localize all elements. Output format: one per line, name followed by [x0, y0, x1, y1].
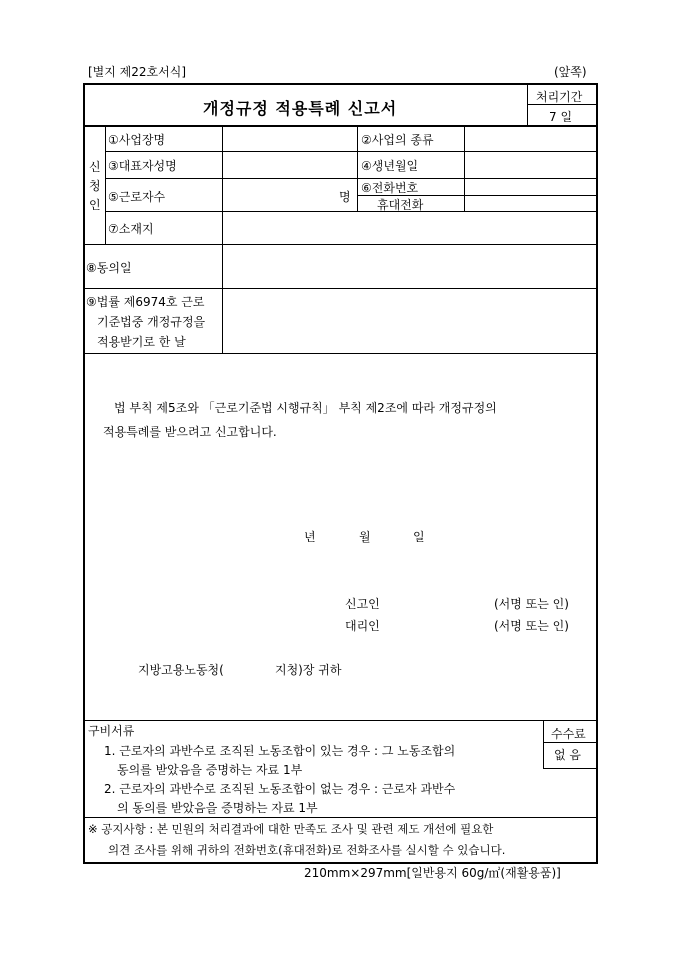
business-name-field[interactable] — [223, 127, 356, 150]
statement-line1: 법 부칙 제5조와 「근로기준법 시행규칙」 부칙 제2조에 따라 개정규정의 — [114, 401, 497, 415]
address-field[interactable] — [223, 212, 596, 243]
notice-line1: ※ 공지사항 : 본 민원의 처리결과에 대한 만족도 조사 및 관련 제도 개선에 필요한 — [88, 822, 494, 836]
date-day: 일 — [413, 530, 425, 544]
birth-date-label: ④생년월일 — [361, 159, 419, 173]
apply-date-label-line3: 적용받기로 한 날 — [97, 335, 186, 349]
workers-unit: 명 — [339, 190, 351, 204]
document-item2-line2: 의 동의를 받았음을 증명하는 자료 1부 — [117, 801, 318, 815]
date-year: 년 — [304, 530, 316, 544]
documents-label: 구비서류 — [88, 724, 135, 738]
applicant-label-3: 인 — [89, 198, 101, 212]
consent-date-field[interactable] — [223, 245, 596, 287]
reporter-signature[interactable]: (서명 또는 인) — [494, 597, 569, 611]
workers-field[interactable] — [223, 179, 333, 210]
address-label: ⑦소재지 — [108, 222, 154, 236]
notice-line2: 의견 조사를 위해 귀하의 전화번호(휴대전화)로 전화조사를 실시할 수 있습니다. — [108, 843, 506, 857]
document-item1-line2: 동의를 받았음을 증명하는 자료 1부 — [117, 763, 303, 777]
reporter-label: 신고인 — [345, 597, 380, 611]
agent-label: 대리인 — [345, 619, 380, 633]
workers-label: ⑤근로자수 — [108, 190, 166, 204]
representative-field[interactable] — [223, 152, 356, 177]
processing-period-value: 7 일 — [549, 110, 573, 124]
mobile-field[interactable] — [465, 196, 596, 210]
document-item2-line1: 2. 근로자의 과반수로 조직된 노동조합이 없는 경우 : 근로자 과반수 — [104, 782, 456, 796]
agent-signature[interactable]: (서명 또는 인) — [494, 619, 569, 633]
date-month: 월 — [359, 530, 371, 544]
form-title: 개정규정 적용특례 신고서 — [203, 99, 398, 118]
page-side-label: (앞쪽) — [554, 65, 587, 79]
business-type-field[interactable] — [465, 127, 596, 150]
representative-label: ③대표자성명 — [108, 159, 177, 173]
mobile-label: 휴대전화 — [377, 198, 424, 212]
business-name-label: ①사업장명 — [108, 133, 166, 147]
recipient-office: 지방고용노동청( — [138, 663, 224, 677]
birth-date-field[interactable] — [465, 152, 596, 177]
statement-line2: 적용특례를 받으려고 신고합니다. — [103, 425, 277, 439]
phone-field[interactable] — [465, 179, 596, 194]
apply-date-label-line2: 기준법중 개정규정을 — [97, 315, 206, 329]
applicant-label-2: 청 — [89, 179, 101, 193]
business-type-label: ②사업의 종류 — [361, 133, 434, 147]
applicant-label-1: 신 — [89, 160, 101, 174]
recipient-branch: 지청)장 귀하 — [275, 663, 342, 677]
document-item1-line1: 1. 근로자의 과반수로 조직된 노동조합이 있는 경우 : 그 노동조합의 — [104, 744, 456, 758]
form-number: [별지 제22호서식] — [88, 65, 186, 79]
fee-value: 없 음 — [554, 748, 581, 762]
apply-date-field[interactable] — [223, 289, 596, 352]
fee-label: 수수료 — [551, 727, 586, 741]
phone-label: ⑥전화번호 — [361, 181, 419, 195]
processing-period-label: 처리기간 — [536, 90, 583, 104]
paper-spec: 210mm×297mm[일반용지 60g/㎡(재활용품)] — [304, 866, 561, 880]
apply-date-label-line1: ⑨법률 제6974호 근로 — [86, 295, 205, 309]
consent-date-label: ⑧동의일 — [86, 261, 132, 275]
